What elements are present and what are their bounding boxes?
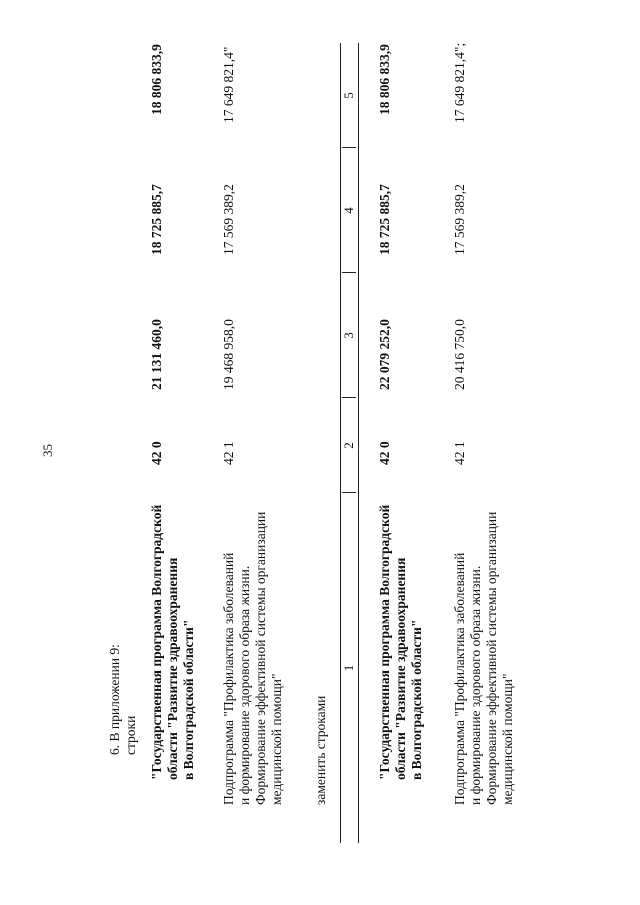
table-header-rule [358, 43, 359, 843]
strings-label: строки [123, 715, 138, 755]
row-value-col4: 17 569 389,2 [452, 184, 467, 255]
row-name: Подпрограмма "Профилактика заболеваний и формирование здорового образа жизни. Формирование эффективной системы организации медицинской помощи" [452, 511, 515, 805]
row-name: Подпрограмма "Профилактика заболеваний и формирование здорового образа жизни. Формирование эффективной системы организации медицинской помощи" [221, 511, 284, 805]
row-value-col3: 21 131 460,0 [149, 319, 164, 390]
header-col-3: 3 [341, 332, 356, 339]
row-name: "Государственная программа Волгоградской области "Развитие здравоохранения в Волгоградской области" [149, 504, 196, 780]
header-col-5: 5 [341, 92, 356, 99]
header-col-2: 2 [341, 442, 356, 449]
row-code: 42 1 [221, 441, 236, 465]
row-code: 42 0 [149, 441, 164, 465]
table-header-row [340, 0, 360, 905]
header-col-4: 4 [341, 207, 356, 214]
row-value-col4: 17 569 389,2 [221, 184, 236, 255]
row-value-col3: 22 079 252,0 [377, 319, 392, 390]
row-name: "Государственная программа Волгоградской области "Развитие здравоохранения в Волгоградской области" [377, 504, 424, 780]
row-value-col3: 20 416 750,0 [452, 319, 467, 390]
row-value-col5: 17 649 821,4" [221, 46, 236, 123]
row-value-col4: 18 725 885,7 [377, 184, 392, 255]
row-code: 42 1 [452, 441, 467, 465]
row-value-col5: 17 649 821,4"; [452, 42, 467, 123]
row-code: 42 0 [377, 441, 392, 465]
page-number: 35 [40, 444, 55, 457]
row-value-col5: 18 806 833,9 [377, 44, 392, 115]
amendment-intro: 6. В приложении 9: [107, 644, 122, 755]
header-col-1: 1 [341, 664, 356, 672]
row-value-col3: 19 468 958,0 [221, 319, 236, 390]
replace-label: заменить строками [313, 695, 328, 805]
row-value-col4: 18 725 885,7 [149, 184, 164, 255]
row-value-col5: 18 806 833,9 [149, 44, 164, 115]
